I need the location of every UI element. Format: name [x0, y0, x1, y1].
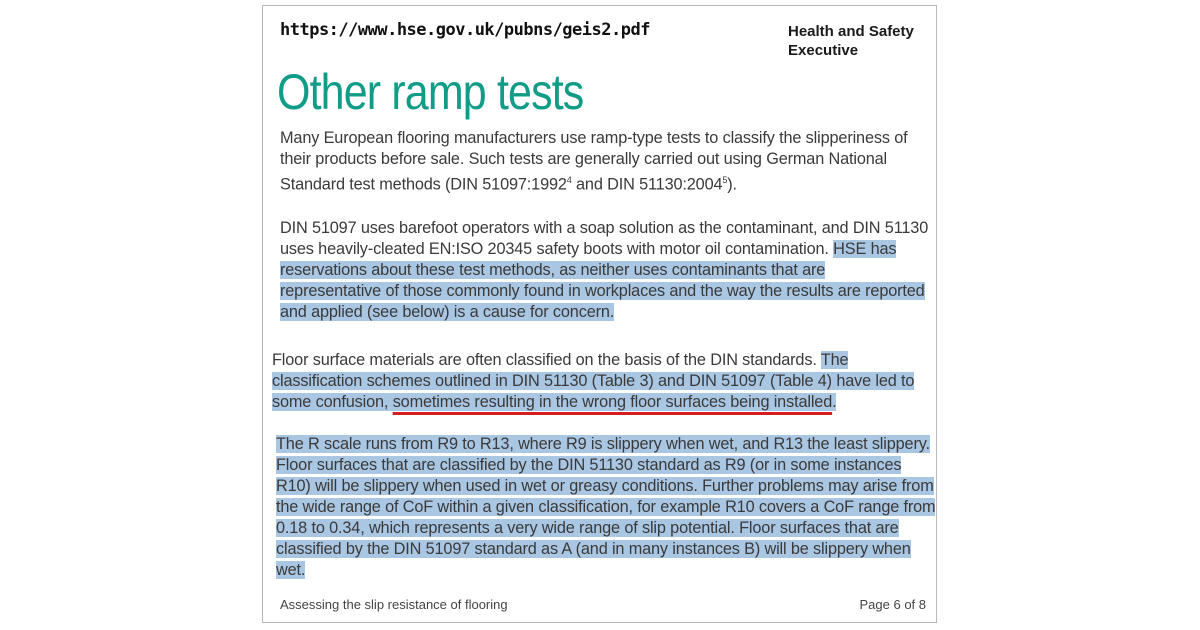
- p1-mid: and DIN 51130:2004: [571, 175, 723, 194]
- footer-doc-title: Assessing the slip resistance of flooring: [280, 597, 508, 612]
- paragraph-1: [280, 128, 925, 195]
- logo-line-1: Health and Safety: [788, 23, 914, 40]
- p2-highlighted-text: HSE has reservations about these test methods, as neither uses contaminants that are representative of those commonly found in workplaces and the way the results are reported and applied (see below) is a cause for concern.: [280, 240, 925, 321]
- p4-highlighted-text: The R scale runs from R9 to R13, where R9 is slippery when wet, and R13 the least slippery. Floor surfaces that are classified by the DIN 51130 standard as R9 (or in some instances R10) will be slippery when used in wet or greasy conditions. Further problems may arise from the wide range of CoF within a given classification, for example R10 covers a CoF range from 0.18 to 0.34, which represents a very wide range of slip potential. Floor surfaces that are classified by the DIN 51097 standard as A (and in many instances B) will be slippery when wet.: [276, 435, 936, 579]
- footnote-ref-5: 5: [722, 175, 728, 185]
- p1-end: ).: [727, 175, 737, 194]
- p3-underlined-text: sometimes resulting in the wrong floor surfaces being installed: [392, 393, 833, 411]
- paragraph-3: [272, 350, 930, 413]
- p2-text: DIN 51097 uses barefoot operators with a soap solution as the contaminant, and DIN 51130 uses heavily-cleated EN:ISO 20345 safety boots with motor oil contamination.: [280, 219, 929, 258]
- hse-logo: [788, 22, 933, 60]
- page-title: Other ramp tests: [277, 64, 584, 120]
- footer-page-number: Page 6 of 8: [859, 597, 926, 612]
- paragraph-2: [280, 218, 930, 323]
- footnote-ref-4: 4: [566, 175, 572, 185]
- logo-line-2: Executive: [788, 42, 859, 59]
- document-page: [262, 5, 937, 623]
- p3-end: .: [832, 393, 837, 411]
- p1-text: Many European flooring manufacturers use ramp-type tests to classify the slipperiness of their products before sale. Such tests are generally carried out using German National Standard test methods (DIN 51097:1992: [280, 129, 908, 194]
- paragraph-4: [276, 434, 936, 581]
- p3-highlighted-text: The classification schemes outlined in DIN 51130 (Table 3) and DIN 51097 (Table 4) have led to some confusion,: [272, 351, 915, 411]
- source-url[interactable]: https://www.hse.gov.uk/pubns/geis2.pdf: [280, 20, 650, 40]
- p3-text: Floor surface materials are often classified on the basis of the DIN standards.: [272, 351, 821, 369]
